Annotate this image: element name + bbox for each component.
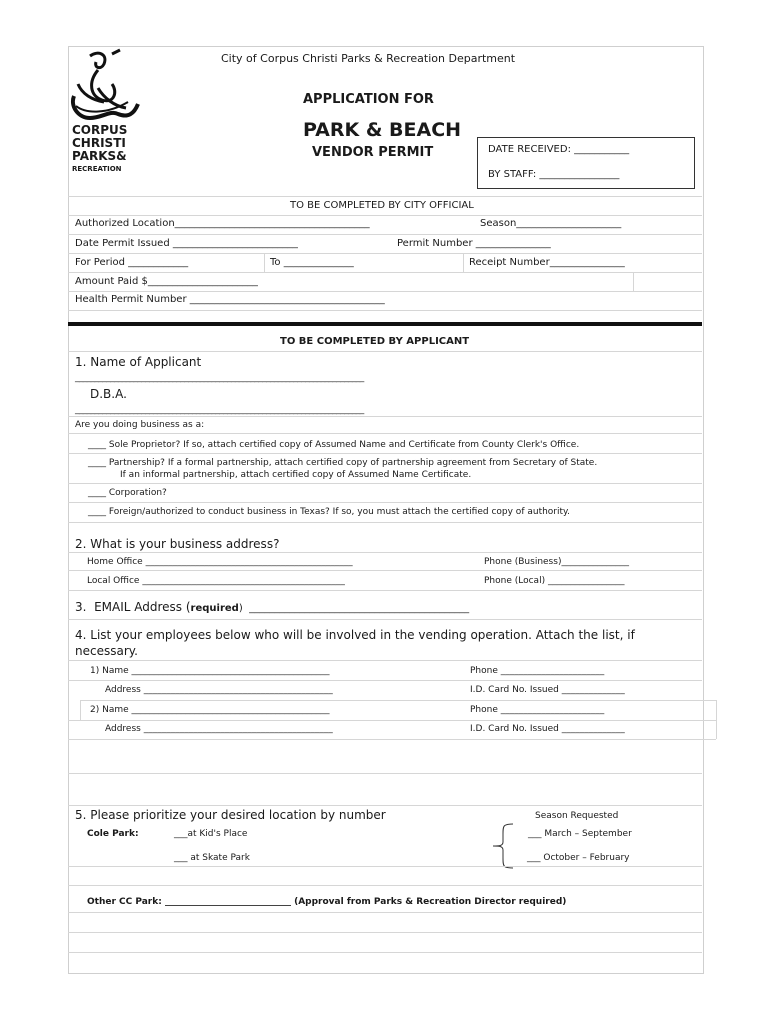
divider — [68, 310, 702, 311]
divider — [68, 196, 702, 197]
q4-employees-label: 4. List your employees below who will be involved in the vending operation. Attach the list, if — [75, 628, 635, 642]
divider — [68, 552, 702, 553]
receipt-number-field[interactable]: Receipt Number_______________ — [469, 257, 625, 268]
q1-name-input[interactable]: __________________________________________________________________________ — [75, 373, 364, 383]
divider — [68, 952, 702, 953]
divider — [68, 805, 702, 806]
divider — [68, 483, 702, 484]
date-received-field[interactable]: DATE RECEIVED: ___________ — [488, 144, 630, 155]
divider — [68, 773, 702, 774]
divider — [68, 272, 702, 273]
divider — [68, 502, 702, 503]
option-corporation[interactable]: ____ Corporation? — [88, 488, 167, 498]
phone-local-field[interactable]: Phone (Local) _________________ — [484, 576, 625, 586]
logo-corpus: CORPUS — [72, 123, 128, 137]
q2-address-label: 2. What is your business address? — [75, 537, 280, 551]
divider — [68, 453, 702, 454]
divider — [68, 253, 702, 254]
divider — [68, 590, 702, 591]
q3-email-label: 3. EMAIL Address (required) ____________________________________________ — [75, 600, 470, 614]
divider — [716, 700, 717, 739]
employee2-id-field[interactable]: I.D. Card No. Issued ______________ — [470, 724, 625, 734]
home-office-field[interactable]: Home Office ______________________________________________ — [87, 557, 353, 567]
season-field[interactable]: Season_____________________ — [480, 218, 622, 229]
divider — [68, 739, 716, 740]
phone-business-field[interactable]: Phone (Business)_______________ — [484, 557, 629, 567]
divider — [68, 416, 702, 417]
employee2-name-field[interactable]: 2) Name ____________________________________________ — [90, 705, 330, 715]
divider — [264, 253, 265, 272]
dba-label: D.B.A. — [90, 387, 127, 401]
doing-business-label: Are you doing business as a: — [75, 420, 205, 430]
divider — [68, 680, 702, 681]
q4-employees-label-cont: necessary. — [75, 644, 138, 658]
divider — [68, 912, 702, 913]
option-partnership[interactable]: ____ Partnership? If a formal partnership, attach certified copy of partnership agreement from Secretary of State. — [88, 458, 598, 468]
divider — [68, 433, 702, 434]
option-sole-proprietor[interactable]: ____ Sole Proprietor? If so, attach certified copy of Assumed Name and Certificate from County Clerk's Office. — [88, 440, 580, 450]
park-beach-title: PARK & BEACH — [303, 119, 462, 141]
employee2-phone-field[interactable]: Phone _______________________ — [470, 705, 605, 715]
other-park-field[interactable]: Other CC Park: ____________________________ (Approval from Parks & Recreation Director required) — [87, 897, 567, 907]
logo-parks: PARKS& — [72, 149, 127, 163]
q1-name-label: 1. Name of Applicant — [75, 355, 202, 369]
date-issued-field[interactable]: Date Permit Issued _________________________ — [75, 238, 298, 249]
application-for: APPLICATION FOR — [303, 92, 434, 107]
official-section-title: TO BE COMPLETED BY CITY OFFICIAL — [290, 200, 474, 211]
section-rule — [68, 322, 702, 326]
divider — [80, 700, 81, 720]
permit-number-field[interactable]: Permit Number _______________ — [397, 238, 551, 249]
march-september-option[interactable]: ___ March – September — [528, 829, 632, 839]
cole-park-label: Cole Park: — [87, 829, 139, 839]
employee2-address-field[interactable]: Address __________________________________________ — [105, 724, 333, 734]
divider — [68, 720, 716, 721]
kids-place-option[interactable]: ___at Kid's Place — [174, 829, 248, 839]
to-field[interactable]: To ______________ — [270, 257, 354, 268]
divider — [463, 253, 464, 272]
for-period-field[interactable]: For Period ____________ — [75, 257, 189, 268]
option-foreign[interactable]: ____ Foreign/authorized to conduct business in Texas? If so, you must attach the certified copy of authority. — [88, 507, 570, 517]
divider — [68, 866, 702, 867]
q5-location-label: 5. Please prioritize your desired location by number — [75, 808, 386, 822]
skate-park-option[interactable]: ___ at Skate Park — [174, 853, 250, 863]
season-requested-label: Season Requested — [535, 811, 619, 821]
department-title: City of Corpus Christi Parks & Recreation Department — [221, 52, 516, 65]
divider — [68, 234, 702, 235]
divider — [68, 570, 702, 571]
divider — [633, 272, 634, 291]
divider — [68, 660, 702, 661]
divider — [68, 215, 702, 216]
local-office-field[interactable]: Local Office _____________________________________________ — [87, 576, 345, 586]
by-staff-field[interactable]: BY STAFF: ________________ — [488, 169, 620, 180]
divider — [68, 351, 702, 352]
health-permit-field[interactable]: Health Permit Number _______________________________________ — [75, 294, 385, 305]
employee1-phone-field[interactable]: Phone _______________________ — [470, 666, 605, 676]
authorized-location-field[interactable]: Authorized Location_______________________________________ — [75, 218, 370, 229]
employee1-id-field[interactable]: I.D. Card No. Issued ______________ — [470, 685, 625, 695]
employee1-name-field[interactable]: 1) Name ____________________________________________ — [90, 666, 330, 676]
brace-icon — [491, 822, 517, 870]
divider — [68, 291, 702, 292]
divider — [80, 700, 716, 701]
employee1-address-field[interactable]: Address __________________________________________ — [105, 685, 333, 695]
logo-christi: CHRISTI — [72, 136, 126, 150]
october-february-option[interactable]: ___ October – February — [527, 853, 630, 863]
vendor-permit-title: VENDOR PERMIT — [312, 145, 434, 160]
logo-recreation: RECREATION — [72, 165, 122, 173]
applicant-section-title: TO BE COMPLETED BY APPLICANT — [280, 336, 470, 347]
dba-input[interactable]: __________________________________________________________________________ — [75, 405, 364, 415]
option-partnership-note: If an informal partnership, attach certified copy of Assumed Name Certificate. — [120, 470, 472, 480]
divider — [68, 522, 702, 523]
amount-paid-field[interactable]: Amount Paid $______________________ — [75, 276, 258, 287]
divider — [68, 619, 702, 620]
divider — [68, 932, 702, 933]
divider — [68, 885, 702, 886]
